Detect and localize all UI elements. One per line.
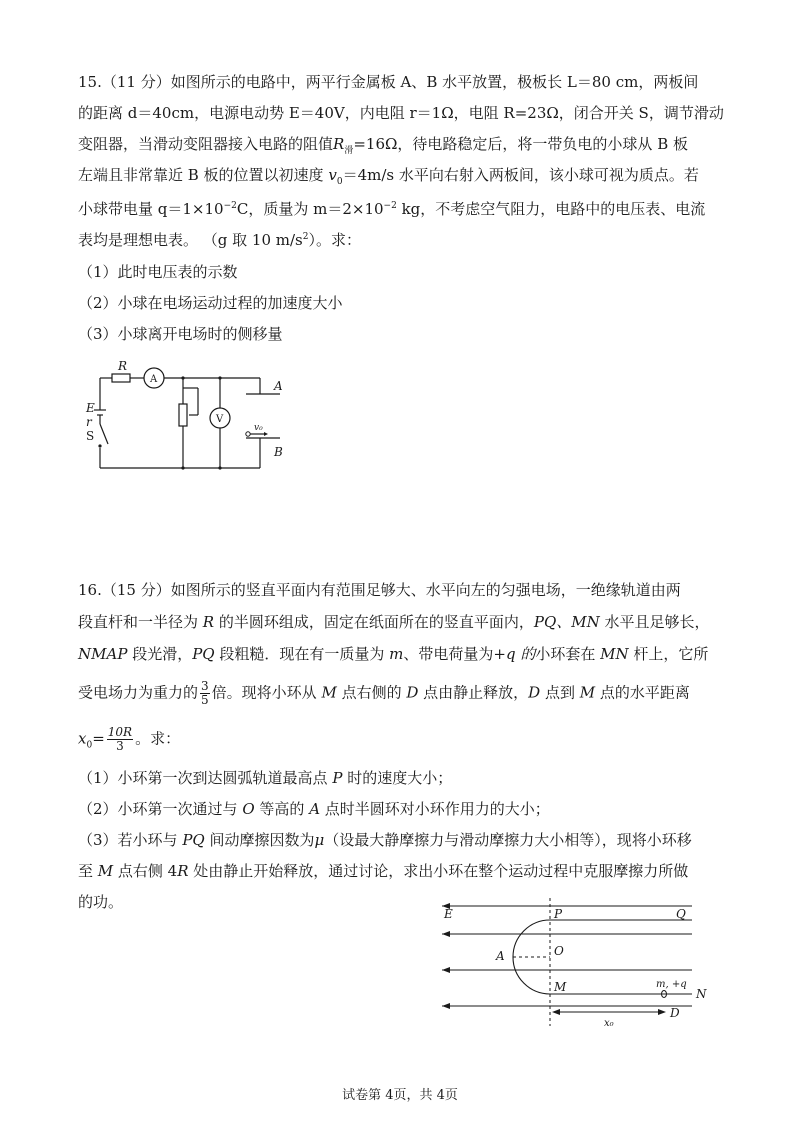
q15-line-5: 小球带电量 $q=1\times 10^{-2}C$，质量为 $m=2\times 10^{-2}$ kg，不考虑空气阻力，电路中的电压表、电流: [78, 200, 706, 218]
q15-line-3: 变阻器，当滑动变阻器接入电路的阻值$R_滑=16\Omega$，待电路稳定后，将一带负电的小球从 B 板: [78, 135, 688, 156]
label-O: O: [554, 944, 564, 958]
label-E: E: [86, 401, 95, 415]
fraction-3-5: $\frac{3}{5}$: [201, 679, 209, 707]
q15-line-4: 左端且非常靠近 B 板的位置以初速度 $v_0=4m/s$ 水平向右射入两板间，该小球可视为质点。若: [78, 166, 699, 187]
q16-line-1: 16.（15 分）如图所示的竖直平面内有范围足够大、水平向左的匀强电场，一绝缘轨道由两: [78, 581, 681, 599]
label-E-field: E: [444, 907, 453, 921]
fraction-10R-3: $\frac{10R}{3}$: [107, 725, 133, 753]
q15-question-1: （1）此时电压表的示数: [78, 263, 238, 281]
circuit-diagram: [80, 358, 300, 478]
q16-question-1: （1）小环第一次到达圆弧轨道最高点 P 时的速度大小；: [78, 769, 453, 787]
label-R: R: [118, 359, 128, 373]
q16-question-3-end: 的功。: [78, 893, 124, 911]
q15-question-2: （2）小球在电场运动过程的加速度大小: [78, 294, 343, 312]
q15-line-6: 表均是理想电表。 （g 取 10 $m/s^2$）。求：: [78, 231, 361, 249]
label-x0: x₀: [604, 1018, 614, 1028]
label-charge: m, +q: [656, 979, 687, 990]
v0-label: v₀: [254, 423, 263, 433]
q15-line-2: 的距离 d＝40cm，电源电动势 E＝40V，内电阻 r＝1Ω，电阻 R=23Ω，闭合开关 S，调节滑动: [78, 104, 724, 122]
q16-line-5: $x_0=$ $\frac{10R}{3}$ 。求：: [78, 725, 181, 753]
label-A: A: [496, 949, 505, 963]
q15-line-1: 15.（11 分）如图所示的电路中，两平行金属板 A、B 水平放置，极板长 L＝80 cm，两板间: [78, 73, 699, 91]
q16-question-2: （2）小环第一次通过与 O 等高的 A 点时半圆环对小环作用力的大小；: [78, 800, 550, 818]
q16-question-3-cont: 至 M 点右侧 4R 处由静止开始释放，通过讨论，求出小环在整个运动过程中克服摩擦力所做: [78, 862, 689, 880]
q15-question-3: （3）小球离开电场时的侧移量: [78, 325, 283, 343]
label-D: D: [670, 1006, 680, 1020]
q16-line-2: 段直杆和一半径为 R 的半圆环组成，固定在纸面所在的竖直平面内，PQ、MN 水平且足够长，: [78, 613, 710, 631]
label-S: S: [86, 429, 95, 443]
q16-question-3: （3）若小环与 PQ 间动摩擦因数为μ（设最大静摩擦力与滑动摩擦力大小相等），现将小环移: [78, 831, 692, 849]
track-diagram: [430, 898, 720, 1028]
q16-line-4: 受电场力为重力的 $\frac{3}{5}$ 倍。现将小环从 M 点右侧的 D 点由静止释放，D 点到 M 点的水平距离: [78, 679, 690, 707]
plate-A-label: A: [274, 379, 283, 393]
q16-line-3: NMAP 段光滑，PQ 段粗糙．现在有一质量为 m、带电荷量为+q 的小环套在 MN 杆上，它所: [78, 645, 709, 663]
page-footer: 试卷第 4页，共 4页: [342, 1088, 458, 1103]
voltmeter-label: V: [216, 414, 224, 425]
label-N: N: [696, 987, 707, 1001]
ammeter-label: A: [150, 374, 158, 385]
label-M: M: [554, 980, 567, 994]
label-Q: Q: [676, 907, 686, 921]
plate-B-label: B: [274, 445, 283, 459]
label-r: r: [86, 415, 92, 429]
label-P: P: [554, 907, 563, 921]
